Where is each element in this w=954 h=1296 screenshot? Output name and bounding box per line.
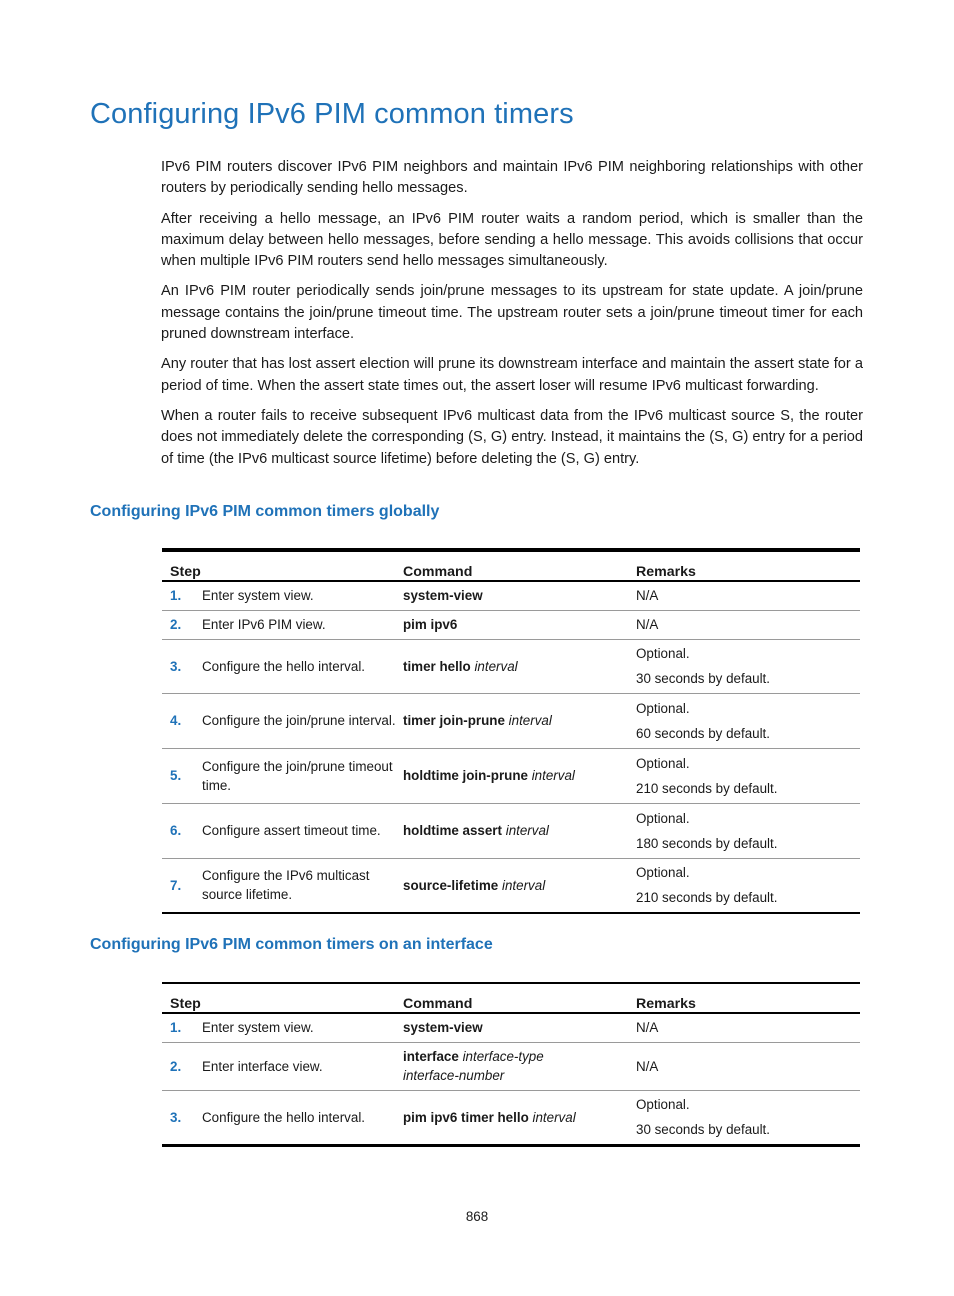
command-cell xyxy=(403,803,636,858)
step xyxy=(162,866,403,904)
step-cell xyxy=(162,858,403,913)
remark-line: Optional. xyxy=(636,700,690,716)
remark-line: 30 seconds by default. xyxy=(636,1122,770,1137)
command-cell xyxy=(403,1013,636,1042)
step-description: Configure the join/prune interval. xyxy=(202,713,396,728)
step-number: 3. xyxy=(170,1109,182,1125)
paragraph: After receiving a hello message, an IPv6 PIM router waits a random period, which is smaller than the maximum delay between hello messages, before sending a hello message. This avoids collisions that occur when multiple IPv6 PIM routers send hello messages simultaneously. xyxy=(161,210,863,270)
page-number: 868 xyxy=(465,1209,489,1224)
command-keyword: holdtime assert xyxy=(403,823,502,838)
command-argument: interval xyxy=(508,713,552,728)
command-cell xyxy=(403,1090,636,1145)
command-cell xyxy=(403,1042,636,1090)
header-step: Step xyxy=(162,550,403,581)
step xyxy=(162,757,403,795)
step-cell xyxy=(162,639,403,693)
table-header-row xyxy=(162,983,860,1013)
remark-line: Optional. xyxy=(636,1097,690,1112)
remark-line: 210 seconds by default. xyxy=(636,780,778,796)
step-cell xyxy=(162,1090,403,1145)
table-header-row xyxy=(162,550,860,581)
command-cell xyxy=(403,581,636,610)
step-description: Configure the join/prune timeout time. xyxy=(202,758,393,793)
remark-line: 60 seconds by default. xyxy=(636,725,770,741)
command-keyword: pim ipv6 xyxy=(403,617,458,632)
intro-text xyxy=(161,157,863,479)
config-table-interface xyxy=(162,982,860,1147)
step-number: 6. xyxy=(170,823,182,838)
header-remarks: Remarks xyxy=(636,550,860,581)
remarks-cell xyxy=(636,748,860,803)
step xyxy=(162,711,403,730)
remark-line: 180 seconds by default. xyxy=(636,835,778,851)
paragraph: When a router fails to receive subsequent IPv6 multicast data from the IPv6 multicast source S, the router does not immediately delete the corresponding (S, G) entry. Instead, it maintains the (S, G) entry for a period of time (the IPv6 multicast source lifetime) before deleting the (S, G) entry. xyxy=(161,407,863,467)
command-keyword: pim ipv6 timer hello xyxy=(403,1109,529,1125)
remarks-cell xyxy=(636,1013,860,1042)
table-row xyxy=(162,1042,860,1090)
remark-line: Optional. xyxy=(636,646,690,661)
page-title: Configuring IPv6 PIM common timers xyxy=(90,98,574,130)
step-number: 2. xyxy=(170,617,182,632)
command-argument: interval xyxy=(505,823,549,838)
step-description: Configure the hello interval. xyxy=(202,658,366,674)
step-number: 2. xyxy=(170,1058,182,1074)
remark-line: Optional. xyxy=(636,865,690,881)
table-row xyxy=(162,803,860,858)
command-argument: interval xyxy=(474,658,518,674)
remark-line: N/A xyxy=(636,1058,659,1074)
step-number: 1. xyxy=(170,1020,182,1036)
remark-line: N/A xyxy=(636,1020,659,1036)
step xyxy=(162,1018,403,1037)
step-cell xyxy=(162,693,403,748)
command-cell xyxy=(403,748,636,803)
command-keyword: interface xyxy=(403,1049,459,1064)
table-row xyxy=(162,748,860,803)
step-number: 7. xyxy=(170,877,182,893)
section-heading-global: Configuring IPv6 PIM common timers globally xyxy=(90,503,440,520)
header-step: Step xyxy=(162,983,403,1013)
command-keyword: source-lifetime xyxy=(403,877,499,893)
command-keyword: system-view xyxy=(403,1020,483,1036)
command-keyword: timer join-prune xyxy=(403,713,505,728)
table-row xyxy=(162,858,860,913)
step-number: 1. xyxy=(170,588,182,604)
step-description: Configure the IPv6 multicast source lifetime. xyxy=(202,868,370,903)
step xyxy=(162,821,403,840)
step-number: 5. xyxy=(170,768,182,783)
step-description: Enter system view. xyxy=(202,588,314,604)
remarks-cell xyxy=(636,581,860,610)
paragraph: IPv6 PIM routers discover IPv6 PIM neighbors and maintain IPv6 PIM neighboring relationships with other routers by periodically sending hello messages. xyxy=(161,159,863,197)
remarks-cell xyxy=(636,639,860,693)
step-cell xyxy=(162,1042,403,1090)
remark-line: N/A xyxy=(636,588,659,604)
header-command: Command xyxy=(403,550,636,581)
step-cell xyxy=(162,803,403,858)
remarks-cell xyxy=(636,858,860,913)
step-description: Enter IPv6 PIM view. xyxy=(202,617,326,632)
step-description: Configure assert timeout time. xyxy=(202,823,381,838)
command-cell xyxy=(403,610,636,639)
remark-line: 210 seconds by default. xyxy=(636,890,778,906)
table-row xyxy=(162,693,860,748)
remark-line: N/A xyxy=(636,617,659,632)
command-argument: interval xyxy=(502,877,546,893)
step-description: Configure the hello interval. xyxy=(202,1109,366,1125)
section-heading-interface: Configuring IPv6 PIM common timers on an interface xyxy=(90,936,493,953)
command-argument: interval xyxy=(531,768,575,783)
remark-line: Optional. xyxy=(636,755,690,771)
step-number: 3. xyxy=(170,658,182,674)
step xyxy=(162,1108,403,1127)
step xyxy=(162,586,403,605)
command-keyword: system-view xyxy=(403,588,483,604)
command-cell xyxy=(403,858,636,913)
remarks-cell xyxy=(636,610,860,639)
paragraph: An IPv6 PIM router periodically sends join/prune messages to its upstream for state update. A join/prune message contains the join/prune timeout time. The upstream router sets a join/prune timeout timer for each pruned downstream interface. xyxy=(161,283,863,343)
table-row xyxy=(162,1090,860,1145)
remarks-cell xyxy=(636,1042,860,1090)
step-cell xyxy=(162,748,403,803)
command-argument: interface-number xyxy=(403,1068,505,1083)
step-cell xyxy=(162,581,403,610)
command-cell xyxy=(403,639,636,693)
step xyxy=(162,1057,403,1076)
header-remarks: Remarks xyxy=(636,983,860,1013)
table-row xyxy=(162,581,860,610)
step xyxy=(162,657,403,676)
table-row xyxy=(162,610,860,639)
command-keyword: holdtime join-prune xyxy=(403,768,528,783)
remarks-cell xyxy=(636,803,860,858)
table-row xyxy=(162,1013,860,1042)
remarks-cell xyxy=(636,1090,860,1145)
step-description: Enter system view. xyxy=(202,1020,314,1036)
step-cell xyxy=(162,1013,403,1042)
step-number: 4. xyxy=(170,713,182,728)
command-argument: interface-type xyxy=(462,1049,544,1064)
command-keyword: timer hello xyxy=(403,658,471,674)
step-description: Enter interface view. xyxy=(202,1058,323,1074)
command-argument: interval xyxy=(532,1109,576,1125)
remark-line: Optional. xyxy=(636,810,690,826)
command-cell xyxy=(403,693,636,748)
step-cell xyxy=(162,610,403,639)
remarks-cell xyxy=(636,693,860,748)
table-row xyxy=(162,639,860,693)
header-command: Command xyxy=(403,983,636,1013)
step xyxy=(162,615,403,634)
config-table-global xyxy=(162,548,860,914)
paragraph: Any router that has lost assert election will prune its downstream interface and maintain the assert state for a period of time. When the assert state times out, the assert loser will resume IPv6 multicast forwarding. xyxy=(161,356,863,394)
remark-line: 30 seconds by default. xyxy=(636,671,770,686)
